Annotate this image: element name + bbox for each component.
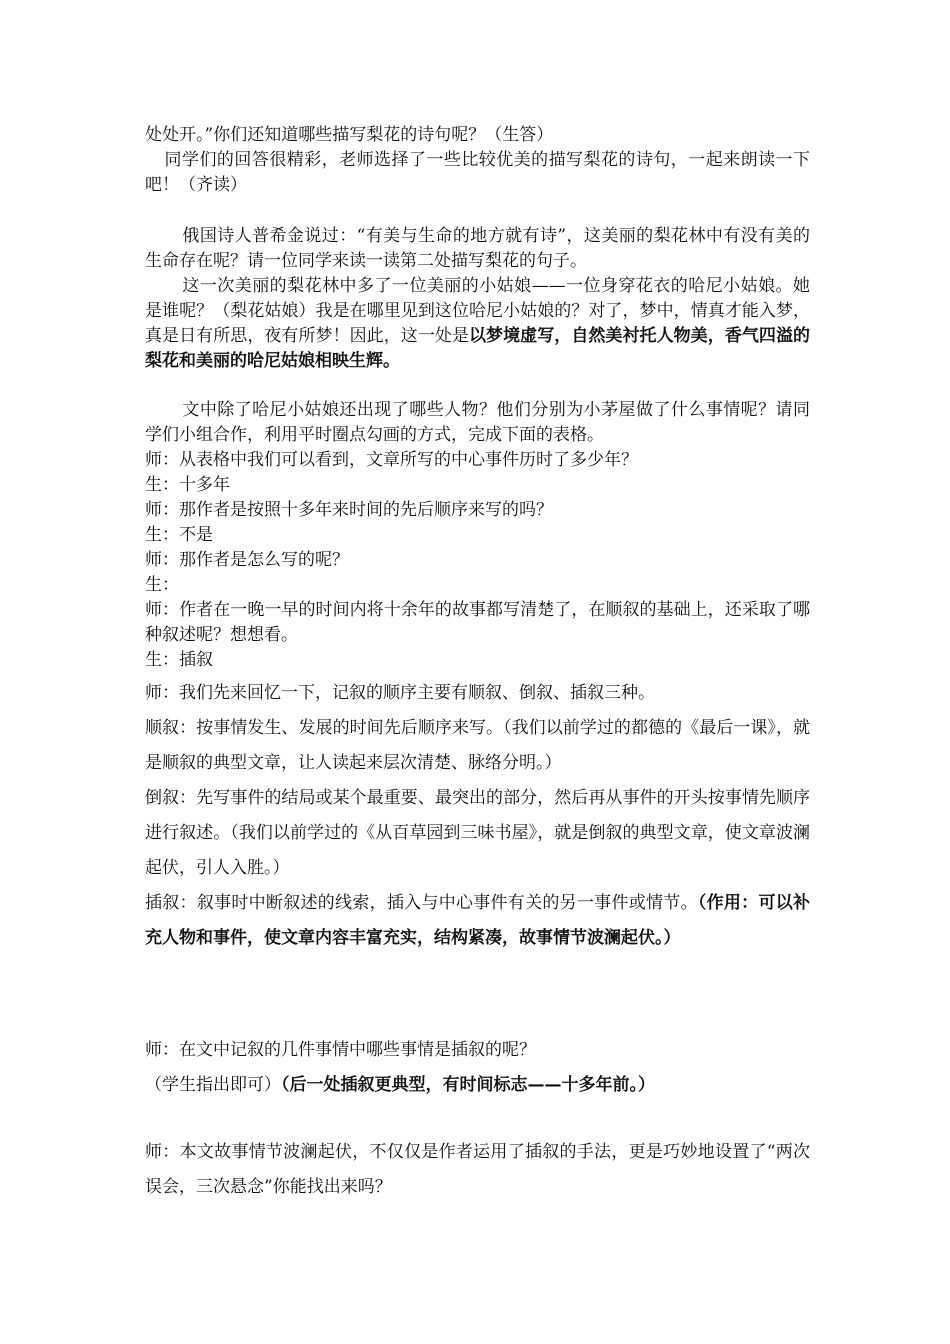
dialogue-line-7: 师：作者在一晚一早的时间内将十余年的故事都写清楚了，在顺叙的基础上，还采取了哪种叙述呢？想想看。	[145, 600, 810, 645]
question-interpolation: 师：在文中记叙的几件事情中哪些事情是插叙的呢？	[145, 1040, 536, 1060]
interpolated-function: （作用：可以补充人物和事件，使文章内容丰富充实，结构紧凑，故事情节波澜起伏。）	[145, 893, 811, 948]
narrative-orders-intro: 师：我们先来回忆一下，记叙的顺序主要有顺叙、倒叙、插叙三种。	[145, 683, 655, 703]
pushkin-section	[145, 224, 810, 374]
dream-girl-emphasis: 以梦境虚写，自然美衬托人物美，香气四溢的梨花和美丽的哈尼姑娘相映生辉。	[145, 326, 810, 371]
interpolated-narration	[145, 886, 810, 956]
chronological-narration: 顺叙：按事情发生、发展的时间先后顺序来写。（我们以前学过的都德的《最后一课》，就是顺叙的典型文章，让人读起来层次清楚、脉络分明。）	[145, 718, 810, 773]
paragraph-table-task: 文中除了哈尼小姑娘还出现了哪些人物？他们分别为小茅屋做了什么事情呢？请同学们小组合作，利用平时圈点勾画的方式，完成下面的表格。	[145, 400, 810, 445]
answer-emphasis: （后一处插叙更典型，有时间标志——十多年前。）	[281, 1075, 655, 1095]
paragraph-poem-question: 处处开。”你们还知道哪些描写梨花的诗句呢？（生答）	[145, 125, 554, 145]
paragraph-pushkin-quote: 俄国诗人普希金说过：“有美与生命的地方就有诗”，这美丽的梨花林中有没有美的生命存在呢？请一位同学来读一读第二处描写梨花的句子。	[145, 226, 810, 271]
flashback-narration: 倒叙：先写事件的结局或某个最重要、最突出的部分，然后再从事件的开头按事情先顺序进行叙述。（我们以前学过的《从百草园到三味书屋》，就是倒叙的典型文章，使文章波澜起伏，引人入胜。）	[145, 788, 810, 878]
dialogue-line-3: 师：那作者是按照十多年来时间的先后顺序来写的吗？	[145, 500, 553, 520]
intro-section	[145, 123, 810, 198]
question-misunderstandings: 师：本文故事情节波澜起伏，不仅仅是作者运用了插叙的手法，更是巧妙地设置了“两次误会，三次悬念”你能找出来吗？	[145, 1142, 810, 1197]
paragraph-poem-reading: 同学们的回答很精彩，老师选择了一些比较优美的描写梨花的诗句，一起来朗读一下吧！（齐读）	[145, 150, 810, 195]
question-section	[145, 1033, 810, 1103]
suspense-section	[145, 1135, 810, 1205]
dialogue-section	[145, 398, 810, 673]
dialogue-line-1: 师：从表格中我们可以看到，文章所写的中心事件历时了多少年？	[145, 450, 638, 470]
answer-interpolation	[145, 1068, 810, 1103]
dialogue-line-6: 生：	[145, 575, 179, 595]
dream-girl-text: 这一次美丽的梨花林中多了一位美丽的小姑娘——一位身穿花衣的哈尼小姑娘。她是谁呢？（梨花姑娘）我是在哪里见到这位哈尼小姑娘的？对了，梦中，情真才能入梦，真是日有所思，夜有所梦！因此，这一处是	[145, 276, 810, 346]
dialogue-line-2: 生：十多年	[145, 475, 230, 495]
interpolated-definition: 插叙：叙事时中断叙述的线索，插入与中心事件有关的另一事件或情节。	[145, 893, 698, 913]
narrative-order-section	[145, 676, 810, 956]
dialogue-line-4: 生：不是	[145, 525, 213, 545]
answer-note: （学生指出即可）	[145, 1075, 281, 1095]
dialogue-line-8: 生：插叙	[145, 650, 213, 670]
dialogue-line-5: 师：那作者是怎么写的呢？	[145, 550, 349, 570]
paragraph-dream-girl	[145, 274, 810, 374]
